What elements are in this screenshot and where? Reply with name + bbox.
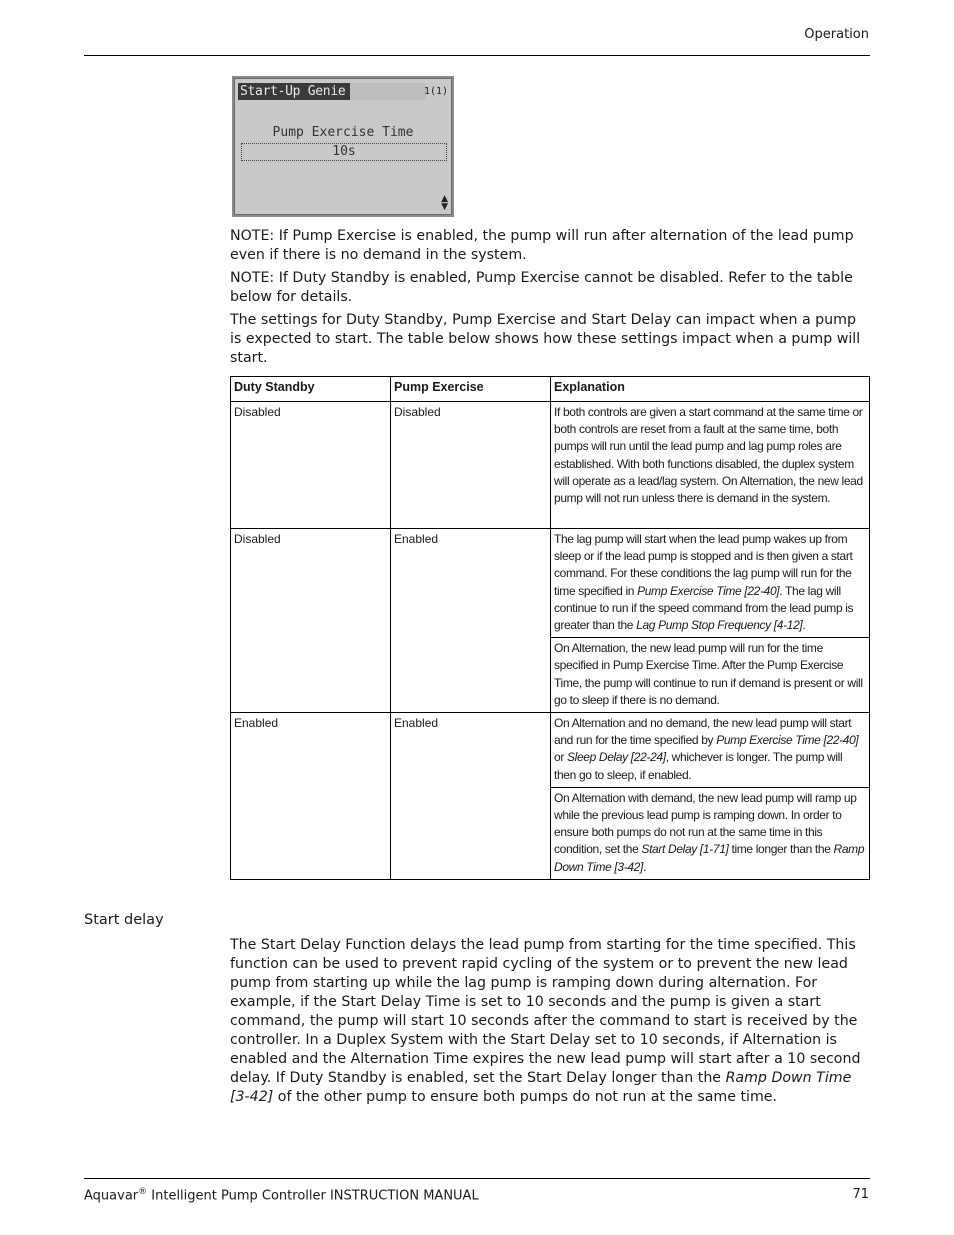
explanation-text: time longer than the [728, 842, 834, 857]
cell-duty-standby: Disabled [231, 529, 391, 713]
start-delay-paragraph [230, 936, 870, 1107]
header-divider [84, 55, 870, 56]
note-pump-exercise [230, 227, 870, 265]
cell-duty-standby: Enabled [231, 713, 391, 880]
explanation-param-ref: Pump Exercise Time [22-40] [716, 733, 859, 748]
body-text: of the other pump to ensure both pumps do not run at the same time. [273, 1089, 778, 1105]
lcd-title-bar-fill [350, 83, 426, 100]
explanation-text: On Alternation and no demand, the new lead pump will start and run for the time specified by [554, 716, 852, 748]
registered-mark: ® [138, 1187, 148, 1197]
explanation-text: , whichever is longer. The pump will then go to sleep, if enabled. [554, 750, 843, 782]
explanation-text: or [554, 750, 567, 765]
header-section-label: Operation [804, 27, 869, 42]
explanation-text: The lag pump will start when the lead pump wakes up from sleep or if the lead pump is stopped and is then given a start command. For these conditions the lag pump will run for the time specified in [554, 532, 853, 598]
footer-manual-title [84, 1187, 479, 1203]
body-text: The Start Delay Function delays the lead pump from starting for the time specified. This function can be used to prevent rapid cycling of the system or to prevent the new lead pump from starting up while the lag pump is ramping down during alternation. For example, if the Start Delay Time is set to 10 seconds and the pump is given a start command, the pump will start 10 seconds after the command to start is received by the controller. In a Duplex System with the Start Delay set to 10 seconds, if Alternation is enabled and the Alternation Time expires the new lead pump will start after a 10 second delay. If Duty Standby is enabled, set the Start Delay longer than the [230, 937, 861, 1086]
explanation-text: . [643, 859, 646, 874]
lcd-title: Start-Up Genie [238, 83, 350, 100]
table-row [231, 529, 870, 638]
cell-pump-exercise: Enabled [391, 529, 551, 713]
note-duty-standby [230, 269, 870, 307]
body-param-ref: Ramp Down Time [3-42] [230, 1070, 852, 1105]
note-text: If Pump Exercise is enabled, the pump will run after alternation of the lead pump even if there is no demand in the system. [230, 228, 854, 263]
note-label: NOTE: [230, 270, 275, 286]
explanation-text: . [802, 618, 806, 633]
cell-explanation: If both controls are given a start command at the same time or both controls are reset from a fault at the same time, both pumps will run until the lead pump and lag pump roles are established. With both functions disabled, the duplex system will operate as a lead/lag system. On Alternation, the new lead pump will not run unless there is demand in the system. [551, 402, 870, 529]
page-number: 71 [852, 1187, 869, 1202]
cell-explanation: On Alternation, the new lead pump will run for the time specified in Pump Exercise Time. After the Pump Exercise Time, the pump will continue to run if demand is present or will go to sleep if there is no demand. [551, 638, 870, 713]
cell-explanation [551, 787, 870, 879]
footer-divider [84, 1178, 870, 1179]
footer-brand: Aquavar [84, 1188, 139, 1204]
explanation-param-ref: Lag Pump Stop Frequency [4-12] [636, 618, 803, 633]
note-text: If Duty Standby is enabled, Pump Exercise cannot be disabled. Refer to the table below for details. [230, 270, 853, 305]
explanation-text: . The lag will continue to run if the speed command from the lead pump is greater than the [554, 583, 854, 633]
table-row [231, 402, 870, 529]
explanation-param-ref: Start Delay [1-71] [641, 842, 729, 857]
cell-explanation [551, 529, 870, 638]
explanation-text: On Alternation with demand, the new lead pump will ramp up while the previous lead pump is ramping down. In order to ensure both pumps do not run at the same time in this condition, set the [554, 790, 857, 857]
intro-paragraph: The settings for Duty Standby, Pump Exercise and Start Delay can impact when a pump is expected to start. The table below shows how these settings impact when a pump will start. [230, 312, 861, 366]
explanation-param-ref: Pump Exercise Time [22-40] [637, 583, 780, 598]
cell-pump-exercise: Disabled [391, 402, 551, 529]
note-label: NOTE: [230, 228, 275, 244]
lcd-screen [234, 78, 452, 215]
cell-pump-exercise: Enabled [391, 713, 551, 880]
header-pump-exercise: Pump Exercise [391, 377, 551, 402]
footer-title-text: Intelligent Pump Controller INSTRUCTION MANUAL [147, 1188, 479, 1204]
header-duty-standby: Duty Standby [231, 377, 391, 402]
section-heading-start-delay: Start delay [84, 912, 164, 928]
explanation-param-ref: Ramp Down Time [3-42] [554, 842, 865, 874]
menu-position-label: 1(1) [424, 86, 449, 97]
cell-explanation [551, 713, 870, 788]
settings-table [230, 376, 870, 880]
cell-duty-standby: Disabled [231, 402, 391, 529]
menu-position-icon [424, 82, 448, 101]
header-explanation: Explanation [551, 377, 870, 402]
lcd-parameter-value: 10s [241, 143, 447, 161]
explanation-param-ref: Sleep Delay [22-24] [566, 750, 666, 765]
lcd-display-image [232, 76, 454, 217]
table-header-row [231, 377, 870, 402]
scroll-arrows-icon: ▲ ▼ [441, 194, 448, 212]
table-row [231, 713, 870, 788]
lcd-parameter-name: Pump Exercise Time [272, 125, 414, 140]
